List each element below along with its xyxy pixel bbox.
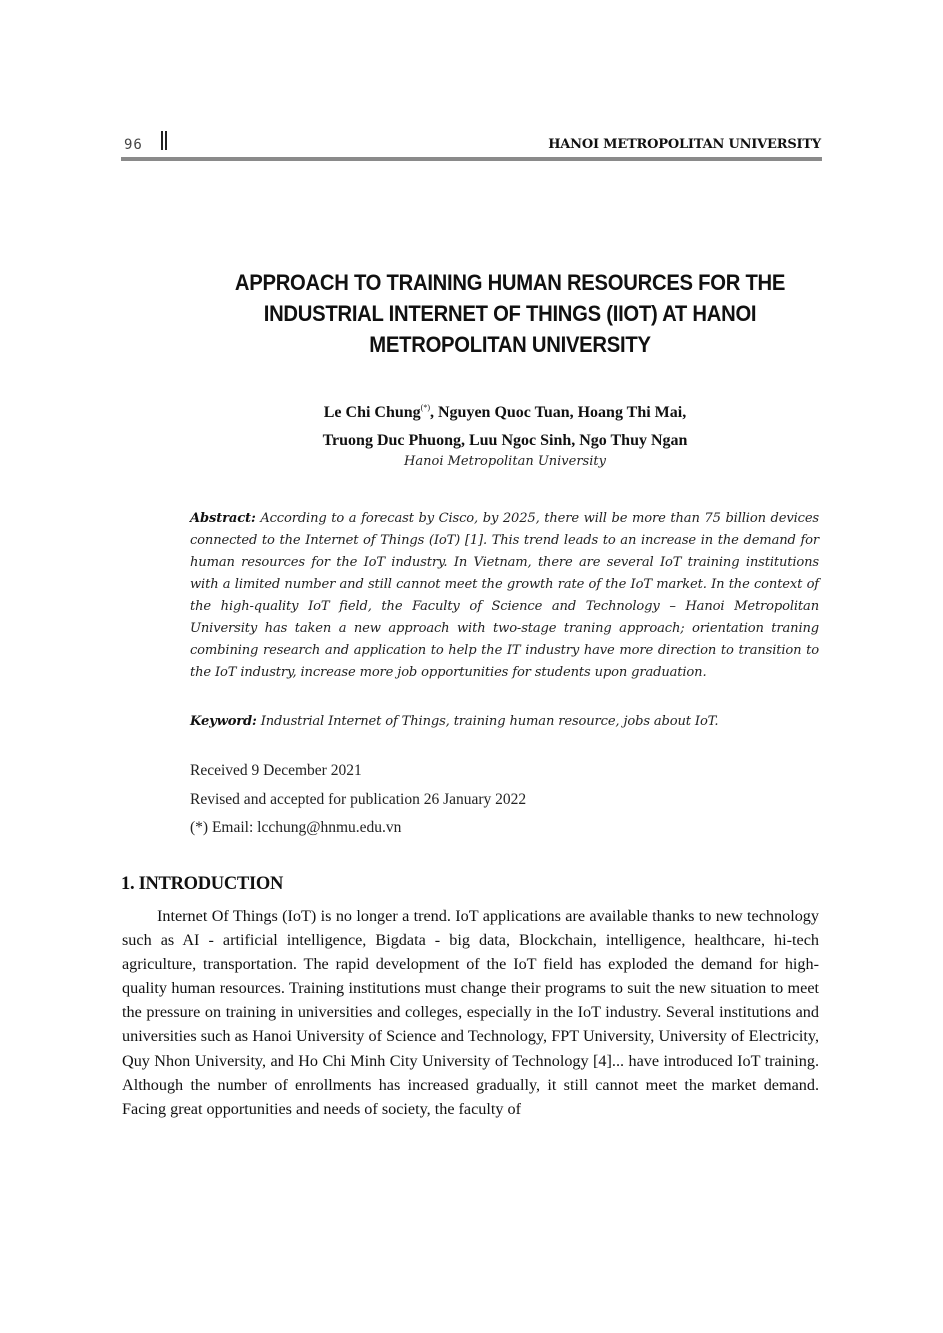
accepted-date: Revised and accepted for publication 26 January 2022 — [190, 790, 527, 808]
title-line: APPROACH TO TRAINING HUMAN RESOURCES FOR THE — [234, 270, 786, 295]
title-line: METROPOLITAN UNIVERSITY — [369, 332, 651, 357]
received-date: Received 9 December 2021 — [190, 762, 362, 779]
abstract-label: Abstract: — [190, 511, 256, 526]
keywords-text: Industrial Internet of Things, training human resource, jobs about IoT. — [260, 714, 719, 729]
section-heading-introduction: 1. INTRODUCTION — [121, 874, 284, 894]
keywords-label: Keyword: — [190, 714, 257, 729]
article-dates — [190, 757, 819, 843]
article-title — [186, 267, 834, 360]
author-list — [180, 394, 830, 455]
author-line-1: Le Chi Chung(*), Nguyen Quoc Tuan, Hoang Thi Mai, — [323, 403, 687, 421]
author-line-2: Truong Duc Phuong, Luu Ngoc Sinh, Ngo Thuy Ngan — [322, 432, 688, 449]
abstract — [190, 508, 819, 684]
page-number: 96 — [124, 137, 143, 153]
corresponding-author: Le Chi Chung — [323, 404, 421, 421]
header-rule — [121, 157, 822, 161]
keywords — [190, 711, 819, 733]
title-line: INDUSTRIAL INTERNET OF THINGS (IIOT) AT HANOI — [263, 301, 757, 326]
corresponding-author-mark: (*) — [420, 403, 430, 412]
double-bar-ornament — [161, 131, 167, 151]
contact-email: (*) Email: lcchung@hnmu.edu.vn — [190, 819, 402, 836]
journal-name: HANOI METROPOLITAN UNIVERSITY — [548, 137, 821, 152]
introduction-paragraph: Internet Of Things (IoT) is no longer a trend. IoT applications are available thanks to new technology such as AI - artificial intelligence, Bigdata - big data, Blockchain, intelligence, healthcare, hi-tech agriculture, transportation. The rapid development of the IoT field has exploded the demand for high-quality human resources. Training institutions must change their programs to suit the new situation to meet the pressure on training in universities and colleges, especially in the IoT industry. Several institutions and universities such as Hanoi University of Science and Technology, FPT University, University of Electricity, Quy Nhon University, and Ho Chi Minh City University of Technology [4]... have introduced IoT training. Although the number of enrollments has increased gradually, it still cannot meet the market demand. Facing great opportunities and needs of society, the faculty of — [122, 907, 819, 1118]
abstract-text: According to a forecast by Cisco, by 2025, there will be more than 75 billion devices connected to the Internet of Things (IoT) [1]. This trend leads to an increase in the demand for human resources for the IoT industry. In Vietnam, there are several IoT training institutions with a limited number and still cannot meet the growth rate of the IoT market. In the context of the high-quality IoT field, the Faculty of Science and Technology – Hanoi Metropolitan University has taken a new approach with two-stage traning approach; orientation traning combining research and application to help the IT industry have more direction to transition to the IoT industry, increase more job opportunities for students upon graduation. — [190, 511, 819, 680]
affiliation: Hanoi Metropolitan University — [404, 454, 606, 469]
